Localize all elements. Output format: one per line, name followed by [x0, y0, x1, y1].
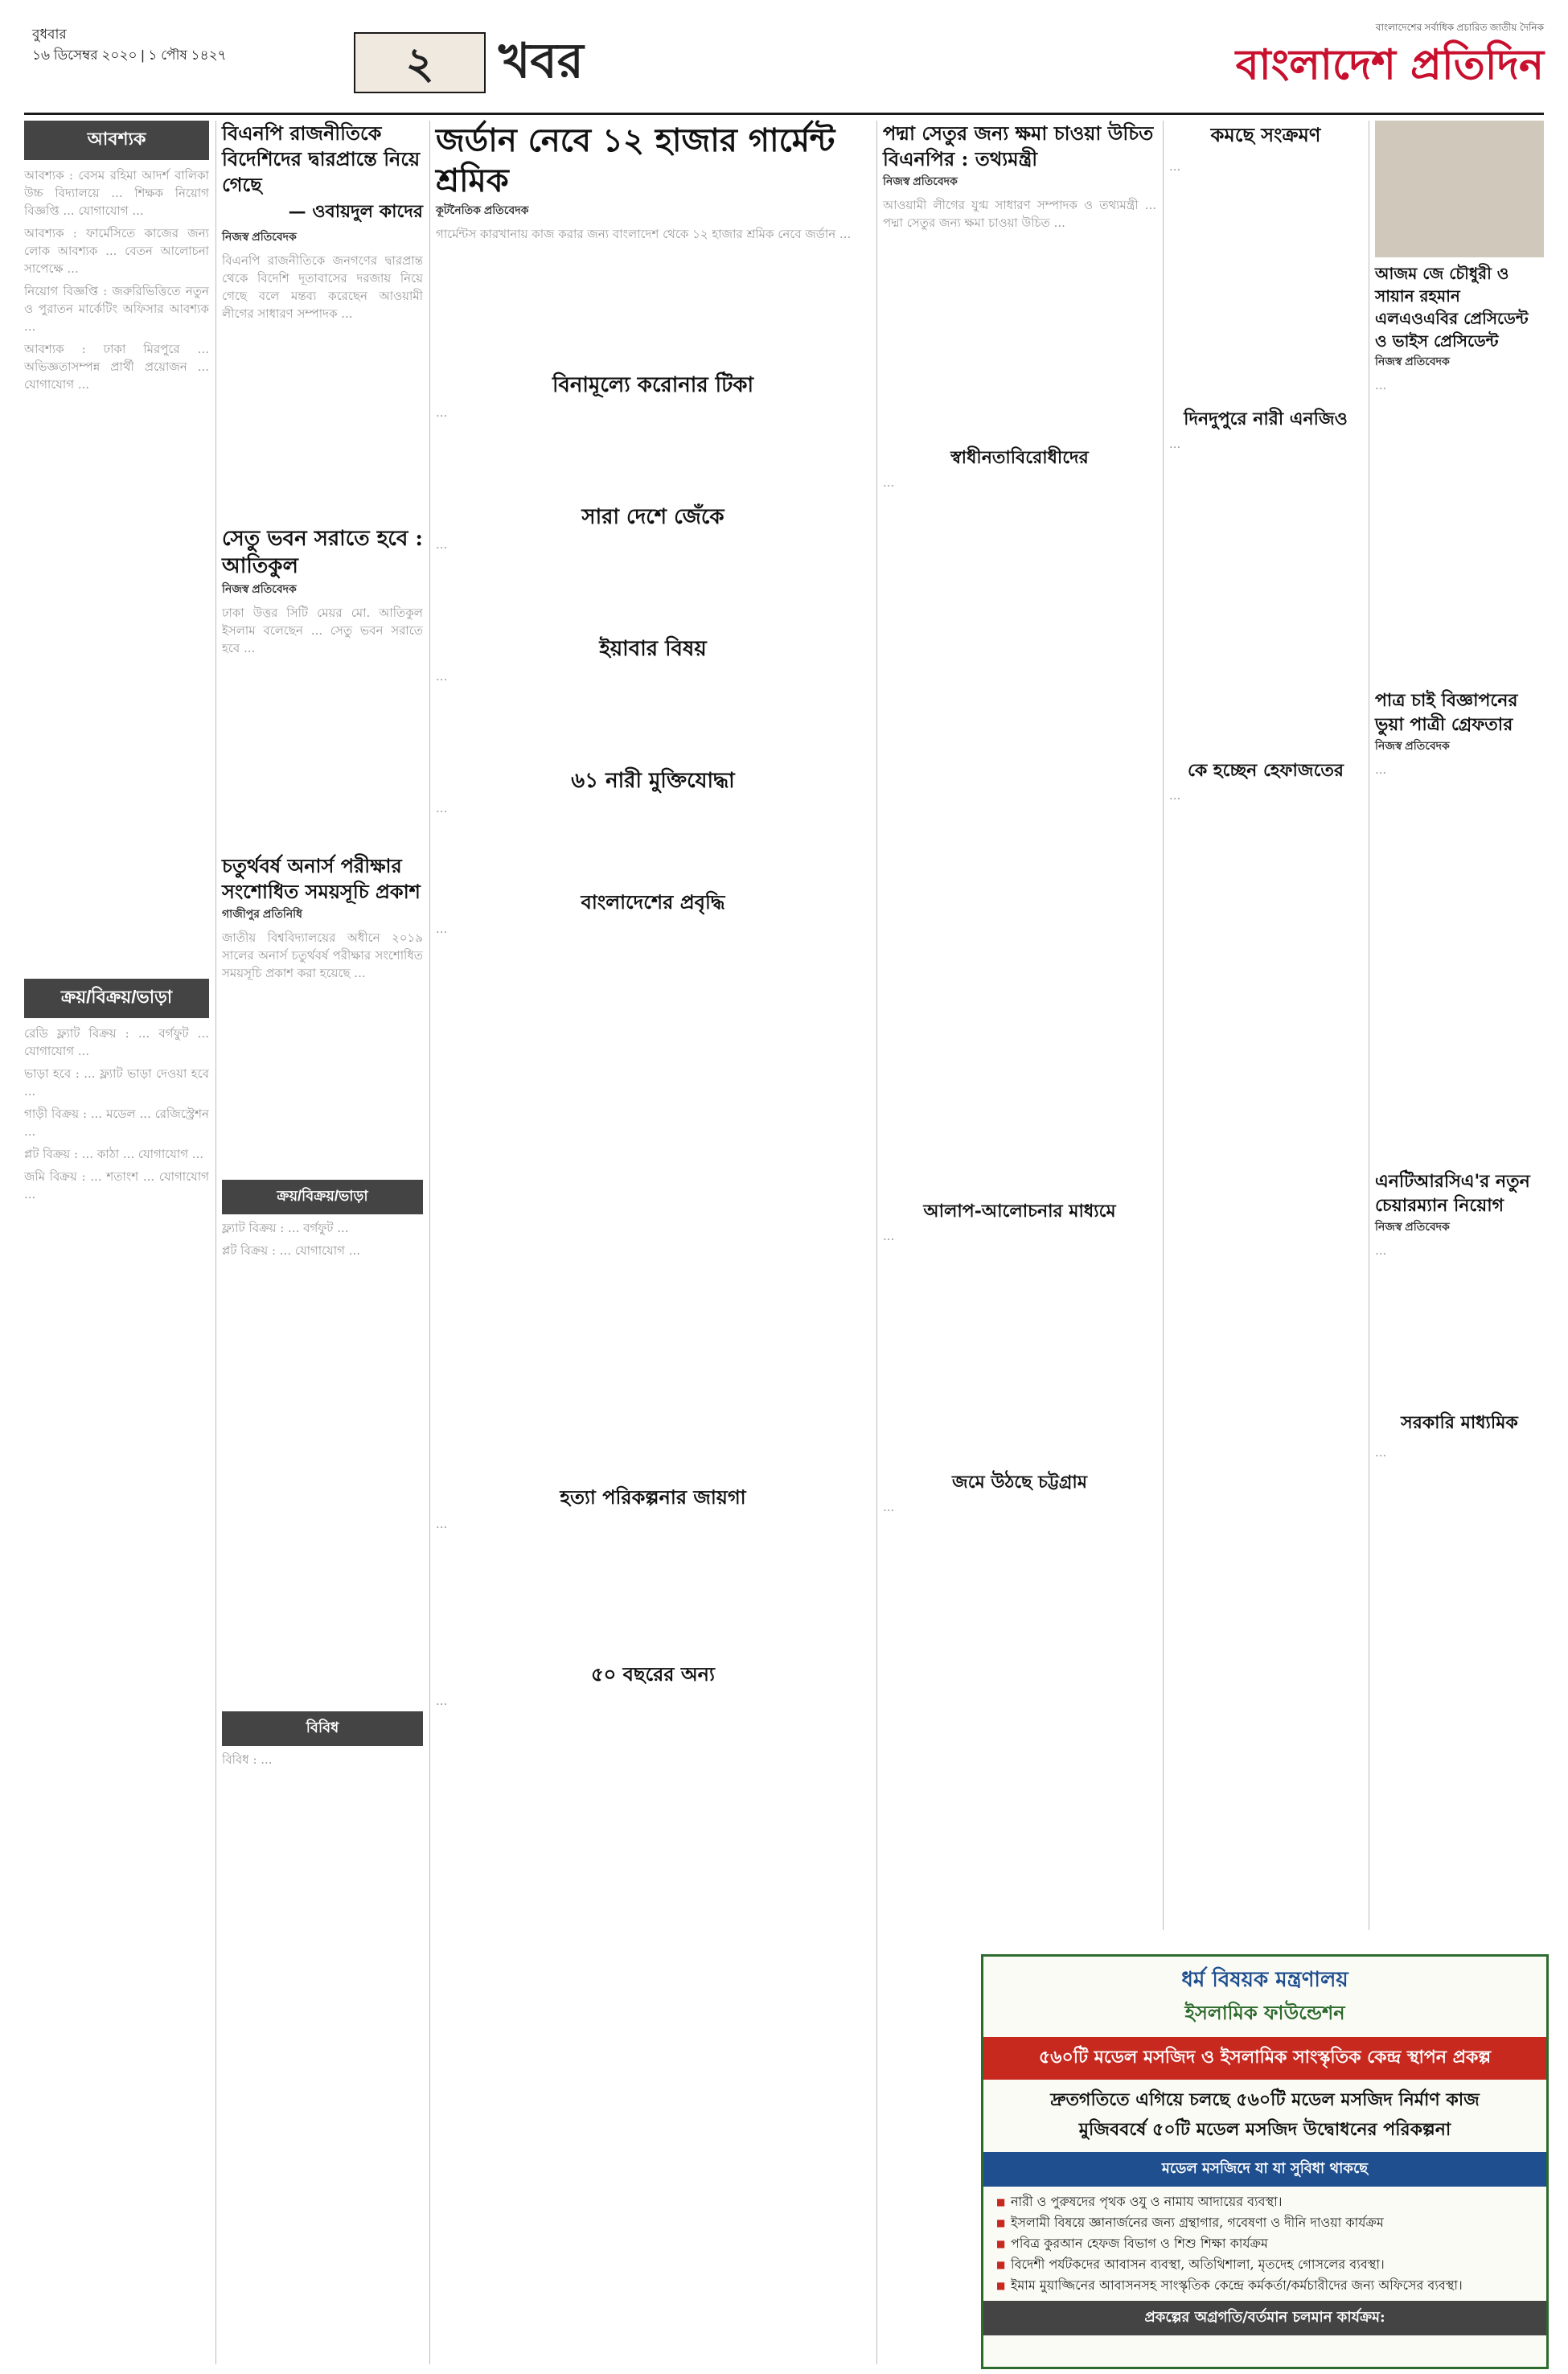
story-body: ... — [1169, 159, 1181, 174]
photo-story-body: ... — [1375, 378, 1387, 392]
ad-facility-item: ■ ইসলামী বিষয়ে জ্ঞানার্জনের জন্য গ্রন্থাগার, গবেষণা ও দীনি দাওয়া কার্যক্রম — [993, 2212, 1537, 2233]
sub-headline[interactable]: জমে উঠছে চট্টগ্রাম — [952, 1472, 1087, 1493]
story1-byline: নিজস্ব প্রতিবেদক — [222, 230, 297, 243]
story-headline[interactable]: কমছে সংক্রমণ — [1210, 123, 1321, 146]
story3-headline[interactable]: চতুর্থবর্ষ অনার্স পরীক্ষার সংশোধিত সময়সূচি প্রকাশ — [222, 854, 421, 903]
sub-headline[interactable]: সারা দেশে জেঁকে — [581, 505, 724, 529]
story2-body: ... — [1375, 762, 1387, 777]
story2-byline: নিজস্ব প্রতিবেদক — [1375, 739, 1450, 752]
sub-body: ... — [436, 1694, 448, 1708]
ad-slogan-2: মুজিববর্ষে ৫০টি মডেল মসজিদ উদ্বোধনের পরিকল্পনা — [1078, 2119, 1451, 2140]
misc-ads: বিবিধ : ... — [222, 1752, 273, 1767]
far-right-column — [1375, 121, 1544, 1930]
sub-headline[interactable]: হত্যা পরিকল্পনার জায়গা — [560, 1485, 746, 1509]
column-divider — [876, 121, 877, 2364]
ad-facility-item: ■ বিদেশী পর্যটকদের আবাসন ব্যবস্থা, অতিথিশালা, মৃতদেহ গোসলের ব্যবস্থা। — [993, 2254, 1537, 2275]
story3-byline: গাজীপুর প্রতিনিধি — [222, 907, 303, 920]
ad-ministry: ধর্ম বিষয়ক মন্ত্রণালয় — [1181, 1968, 1348, 1992]
photo-byline: নিজস্ব প্রতিবেদক — [1375, 355, 1450, 368]
header-rule — [24, 113, 1544, 115]
ad-facility-item: ■ নারী ও পুরুষদের পৃথক ওযু ও নামায আদায়ের ব্যবস্থা। — [993, 2191, 1537, 2212]
middle-right-story — [883, 121, 1156, 1930]
left-sale-title: ক্রয়/বিক্রয়/ভাড়া — [222, 1180, 423, 1214]
classifieds-wanted-ads: আবশ্যক : বেসম রহিমা আদর্শ বালিকা উচ্চ বিদ্যালয়ে ... শিক্ষক নিয়োগ বিজ্ঞপ্তি ... যোগাযোগ ... আবশ্যক : ফার্মেসিতে কাজের জন্য লোক আবশ্যক ... বেতন আলোচনা সাপেক্ষে ... নিয়োগ বিজ্ঞপ্তি : জরুরিভিত্তিতে নতুন ও পুরাতন মার্কেটিং অফিসার আবশ্যক ... আবশ্যক : ঢাকা মিরপুরে ... অভিজ্ঞতাসম্পন্ন প্রার্থী প্রয়োজন ... যোগাযোগ ... — [24, 168, 209, 392]
photo-caption[interactable]: আজম জে চৌধুরী ও সায়ান রহমান এলএওএবির প্রেসিডেন্ট ও ভাইস প্রেসিডেন্ট — [1375, 264, 1529, 351]
story4-body: ... — [1375, 1445, 1387, 1460]
story4-headline[interactable]: সরকারি মাধ্যমিক — [1401, 1412, 1518, 1433]
masthead-logo[interactable]: বাংলাদেশ প্রতিদিন — [1235, 40, 1544, 89]
sub-headline[interactable]: ইয়াবার বিষয় — [599, 637, 707, 661]
ad-slogan-1: দ্রুতগতিতে এগিয়ে চলছে ৫৬০টি মডেল মসজিদ নির্মাণ কাজ — [1050, 2089, 1480, 2110]
story1-headline[interactable]: বিএনপি রাজনীতিকে বিদেশিদের দ্বারপ্রান্তে নিয়ে গেছে — [222, 121, 421, 196]
sub-headline[interactable]: বাংলাদেশের প্রবৃদ্ধি — [581, 890, 725, 914]
lead-body: গার্মেন্টস কারখানায় কাজ করার জন্য বাংলাদেশ থেকে ১২ হাজার শ্রমিক নেবে জর্ডান ... — [436, 227, 852, 241]
sub-body: ... — [436, 669, 448, 684]
sub-body: ... — [883, 475, 895, 490]
islamic-foundation-ad[interactable] — [981, 1954, 1549, 2369]
sub-headline[interactable]: স্বাধীনতাবিরোধীদের — [950, 447, 1089, 468]
column-divider — [215, 121, 216, 2364]
ad-org: ইসলামিক ফাউন্ডেশন — [1184, 2001, 1345, 2024]
page-number: ২ — [354, 32, 486, 93]
sub-body: ... — [1169, 788, 1181, 803]
ad-progress-title: প্রকল্পের অগ্রগতি/বর্তমান চলমান কার্যক্রম: — [983, 2301, 1546, 2335]
story3-body: ... — [1375, 1243, 1387, 1258]
ad-project-band: ৫৬০টি মডেল মসজিদ ও ইসলামিক সাংস্কৃতিক কেন্দ্র স্থাপন প্রকল্প — [983, 2037, 1546, 2080]
column-divider — [1163, 121, 1164, 1930]
sub-headline[interactable]: ৬১ নারী মুক্তিযোদ্ধা — [571, 769, 735, 793]
classifieds-sale-ads: রেডি ফ্ল্যাট বিক্রয় : ... বর্গফুট ... যোগাযোগ ... ভাড়া হবে : ... ফ্ল্যাট ভাড়া দেওয়া হবে ... গাড়ী বিক্রয় : ... মডেল ... রেজিস্ট্রেশন ... প্লট বিক্রয় : ... কাঠা ... যোগাযোগ ... জমি বিক্রয় : ... শতাংশ ... যোগাযোগ ... — [24, 1026, 209, 1201]
column-divider — [429, 121, 430, 2364]
right-story — [1169, 121, 1362, 1930]
story3-body: জাতীয় বিশ্ববিদ্যালয়ের অধীনে ২০১৯ সালের অনার্স চতুর্থবর্ষ পরীক্ষার সংশোধিত সময়সূচি প্রকাশ করা হয়েছে ... — [222, 930, 423, 980]
story-headline[interactable]: পদ্মা সেতুর জন্য ক্ষমা চাওয়া উচিত বিএনপির : তথ্যমন্ত্রী — [883, 121, 1154, 170]
masthead[interactable] — [1230, 21, 1544, 109]
sale-title: ক্রয়/বিক্রয়/ভাড়া — [24, 979, 209, 1018]
story3-headline[interactable]: এনটিআরসিএ'র নতুন চেয়ারম্যান নিয়োগ — [1375, 1171, 1530, 1216]
sub-headline[interactable]: কে হচ্ছেন হেফাজতের — [1187, 760, 1344, 781]
masthead-tagline: বাংলাদেশের সর্বাধিক প্রচারিত জাতীয় দৈনিক — [1375, 22, 1544, 33]
sub-body: ... — [436, 1517, 448, 1531]
weekday: বুধবার — [32, 27, 67, 42]
lead-byline: কূটনৈতিক প্রতিবেদক — [436, 203, 529, 216]
classifieds-title: আবশ্যক — [24, 121, 209, 160]
story-byline: নিজস্ব প্রতিবেদক — [883, 175, 958, 187]
sub-body: ... — [883, 1500, 895, 1514]
sub-body: ... — [436, 405, 448, 420]
story1-attribution: — ওবায়দুল কাদের — [288, 201, 423, 222]
story2-headline[interactable]: সেতু ভবন সরাতে হবে : আতিকুল — [222, 527, 423, 578]
story2-headline[interactable]: পাত্র চাই বিজ্ঞাপনের ভুয়া পাত্রী গ্রেফতার — [1375, 690, 1518, 735]
left-news-column — [222, 121, 423, 2364]
sub-body: ... — [436, 801, 448, 815]
lead-headline[interactable]: জর্ডান নেবে ১২ হাজার গার্মেন্ট শ্রমিক — [436, 121, 835, 199]
ad-facilities-title: মডেল মসজিদে যা যা সুবিধা থাকছে — [983, 2152, 1546, 2187]
ad-facilities-list — [983, 2187, 1546, 2301]
section-title: খবর — [499, 33, 584, 89]
lead-story — [436, 121, 870, 2364]
sub-body: ... — [436, 537, 448, 552]
classifieds-column — [24, 121, 209, 2364]
sub-body: ... — [436, 922, 448, 936]
story1-body: বিএনপি রাজনীতিকে জনগণের দ্বারপ্রান্ত থেকে বিদেশি দূতাবাসের দরজায় নিয়ে গেছে বলে মন্তব্য করেছেন আওয়ামী লীগের সাধারণ সম্পাদক ... — [222, 253, 423, 321]
ad-facility-item: ■ পবিত্র কুরআন হেফজ বিভাগ ও শিশু শিক্ষা কার্যক্রম — [993, 2233, 1537, 2254]
date-line: ১৬ ডিসেম্বর ২০২০ | ১ পৌষ ১৪২৭ — [32, 47, 227, 63]
story2-body: ঢাকা উত্তর সিটি মেয়র মো. আতিকুল ইসলাম বলেছেন ... সেতু ভবন সরাতে হবে ... — [222, 606, 423, 655]
sub-body: ... — [883, 1229, 895, 1243]
misc-title: বিবিধ — [222, 1711, 423, 1746]
executives-photo — [1375, 121, 1544, 257]
sub-headline[interactable]: দিনদুপুরে নারী এনজিও — [1184, 409, 1348, 429]
story3-byline: নিজস্ব প্রতিবেদক — [1375, 1220, 1450, 1233]
sub-headline[interactable]: বিনামূল্যে করোনার টিকা — [552, 373, 754, 397]
sub-headline[interactable]: আলাপ-আলোচনার মাধ্যমে — [923, 1201, 1116, 1222]
date-block — [32, 24, 298, 66]
sub-body: ... — [1169, 437, 1181, 451]
story-body: আওয়ামী লীগের যুগ্ম সাধারণ সম্পাদক ও তথ্যমন্ত্রী ... পদ্মা সেতুর জন্য ক্ষমা চাওয়া উচিত ... — [883, 198, 1156, 230]
story2-byline: নিজস্ব প্রতিবেদক — [222, 582, 297, 595]
sub-headline[interactable]: ৫০ বছরের অন্য — [591, 1662, 715, 1686]
left-sale-ads: ফ্ল্যাট বিক্রয় : ... বর্গফুট ... প্লট বিক্রয় : ... যোগাযোগ ... — [222, 1221, 361, 1258]
ad-facility-item: ■ ইমাম মুয়াজ্জিনের আবাসনসহ সাংস্কৃতিক কেন্দ্রে কর্মকর্তা/কর্মচারীদের জন্য অফিসের ব্যবস্থা। — [993, 2275, 1537, 2296]
